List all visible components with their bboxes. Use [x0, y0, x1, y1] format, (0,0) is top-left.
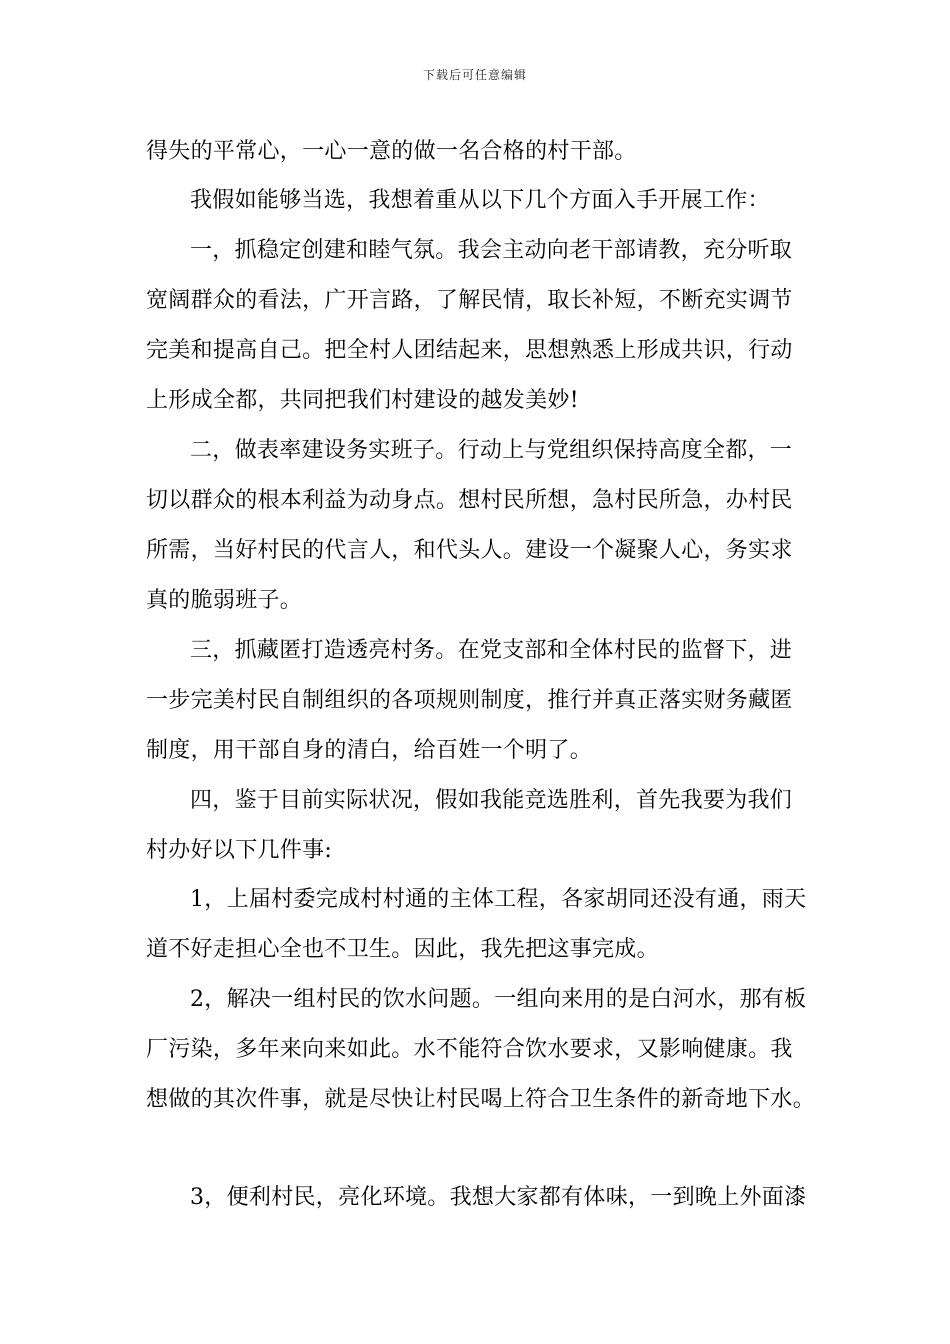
text-line: 二，做表率建设务实班子。行动上与党组织保持高度全都，一	[190, 438, 793, 463]
text-line: 1，上届村委完成村村通的主体工程，各家胡同还没有通，雨天	[190, 887, 807, 912]
page-header: 下载后可任意编辑	[422, 68, 527, 82]
text-line: 真的脆弱班子。	[146, 588, 303, 613]
text-line: 宽阔群众的看法，广开言路，了解民情，取长补短，不断充实调节	[146, 288, 793, 313]
text-line: 切以群众的根本利益为动身点。想村民所想，急村民所急，办村民	[146, 488, 793, 513]
text-line: 三，抓藏匿打造透亮村务。在党支部和全体村民的监督下，进	[190, 638, 793, 663]
text-line: 村办好以下几件事:	[146, 838, 333, 863]
text-line: 所需，当好村民的代言人，和代头人。建设一个凝聚人心，务实求	[146, 538, 793, 563]
text-line: 制度，用干部自身的清白，给百姓一个明了。	[146, 738, 593, 763]
text-line: 一，抓稳定创建和睦气氛。我会主动向老干部请教，充分听取	[190, 238, 793, 263]
text-line: 2，解决一组村民的饮水问题。一组向来用的是白河水，那有板	[190, 987, 807, 1012]
text-line: 四，鉴于目前实际状况，假如我能竞选胜利，首先我要为我们	[190, 788, 793, 813]
text-line: 道不好走担心全也不卫生。因此，我先把这事完成。	[146, 937, 659, 962]
text-line: 得失的平常心，一心一意的做一名合格的村干部。	[146, 139, 637, 164]
text-line: 想做的其次件事，就是尽快让村民喝上符合卫生条件的新奇地下水。	[146, 1087, 816, 1112]
text-line: 3，便利村民，亮化环境。我想大家都有体味，一到晚上外面漆	[190, 1185, 807, 1210]
text-line: 一步完美村民自制组织的各项规则制度，推行并真正落实财务藏匿	[146, 688, 793, 713]
text-line: 完美和提高自己。把全村人团结起来，思想熟悉上形成共识，行动	[146, 338, 793, 363]
text-line: 厂污染，多年来向来如此。水不能符合饮水要求，又影响健康。我	[146, 1037, 793, 1062]
text-line: 我假如能够当选，我想着重从以下几个方面入手开展工作：	[190, 188, 770, 213]
text-line: 上形成全都，共同把我们村建设的越发美妙!	[146, 388, 579, 413]
